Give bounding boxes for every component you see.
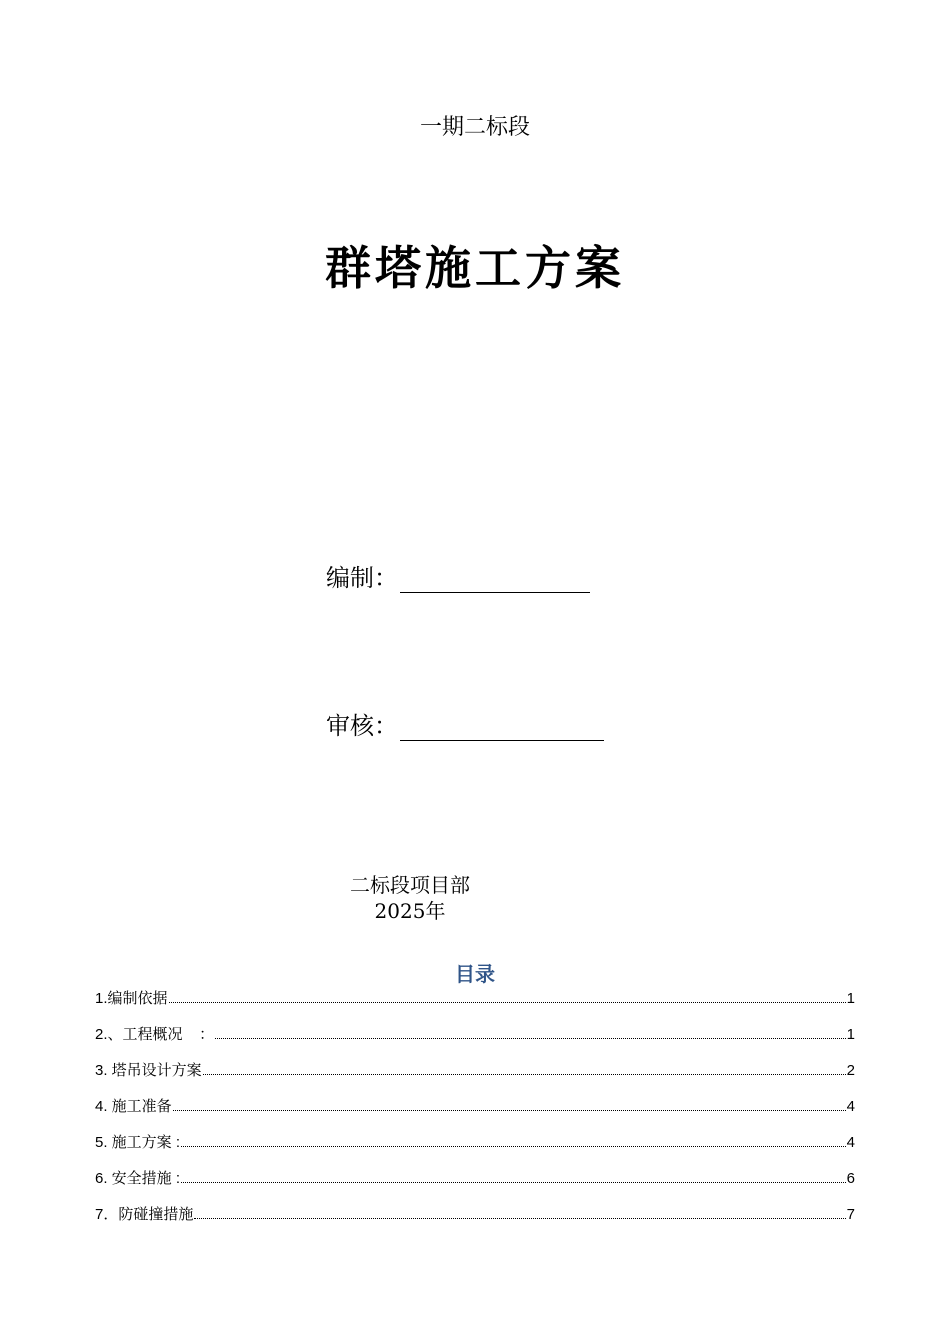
toc-entry-label: 5. 施工方案 :	[95, 1134, 181, 1151]
toc-entry-label: 3. 塔吊设计方案	[95, 1062, 202, 1079]
toc-entry-label: 1.编制依据	[95, 990, 168, 1007]
toc-entry-page: 7	[846, 1206, 855, 1223]
toc-entry[interactable]	[95, 1096, 855, 1132]
toc-entry-label: 6. 安全措施 :	[95, 1170, 181, 1187]
document-year: 2025年	[374, 899, 446, 923]
department-name: 二标段项目部	[350, 873, 470, 897]
table-of-contents	[95, 988, 855, 1240]
toc-leader-dots	[173, 1110, 846, 1111]
review-signature-line	[400, 716, 604, 741]
toc-entry[interactable]	[95, 988, 855, 1024]
toc-leader-dots	[169, 1002, 846, 1003]
toc-entry[interactable]	[95, 1204, 855, 1240]
toc-entry[interactable]	[95, 1168, 855, 1204]
cover-title: 群塔施工方案	[325, 241, 625, 295]
toc-entry-page: 4	[846, 1098, 855, 1115]
toc-leader-dots	[215, 1038, 845, 1039]
department-block	[340, 872, 480, 924]
toc-entry-label: 4. 施工准备	[95, 1098, 172, 1115]
toc-leader-dots	[181, 1146, 846, 1147]
toc-leader-dots	[194, 1218, 845, 1219]
compile-label: 编制：	[326, 564, 398, 592]
toc-entry[interactable]	[95, 1132, 855, 1168]
toc-leader-dots	[181, 1182, 846, 1183]
toc-leader-dots	[203, 1074, 846, 1075]
toc-entry-page: 1	[846, 990, 855, 1007]
toc-entry-page: 6	[846, 1170, 855, 1187]
compile-signature-line	[400, 568, 590, 593]
toc-entry[interactable]	[95, 1060, 855, 1096]
review-label: 审核：	[326, 712, 398, 740]
compile-signature-row	[326, 558, 590, 593]
review-signature-row	[326, 706, 604, 741]
toc-entry-page: 1	[846, 1026, 855, 1043]
cover-subtitle: 一期二标段	[419, 115, 530, 140]
toc-entry-label: 7．防碰撞措施	[95, 1206, 194, 1223]
toc-entry-page: 4	[846, 1134, 855, 1151]
toc-entry-label: 2.、工程概况 ：	[95, 1026, 215, 1043]
toc-entry-page: 2	[846, 1062, 855, 1079]
toc-heading: 目录	[455, 962, 495, 986]
toc-entry[interactable]	[95, 1024, 855, 1060]
